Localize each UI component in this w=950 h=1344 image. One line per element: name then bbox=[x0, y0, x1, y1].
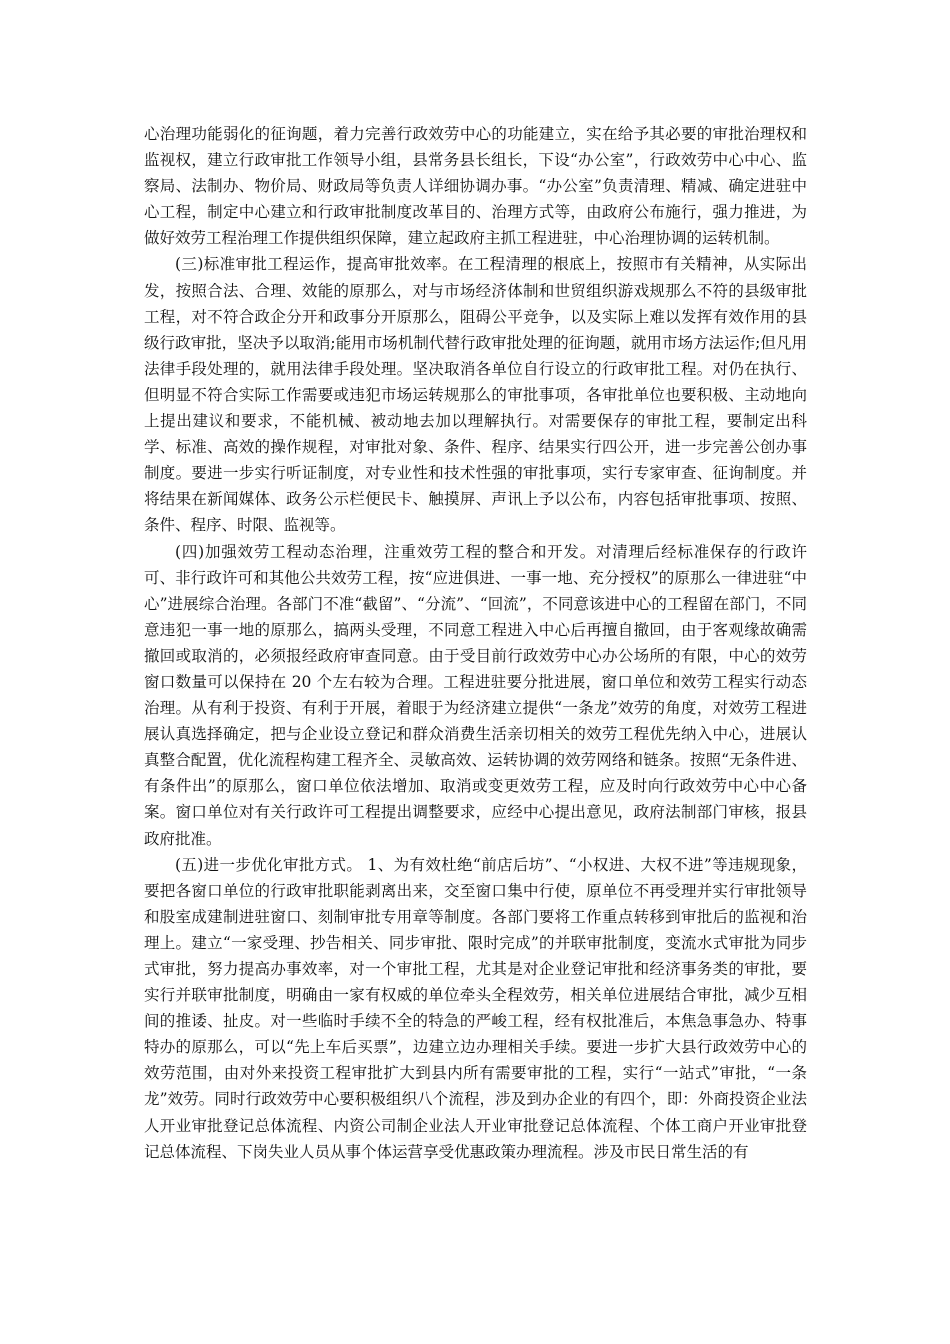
paragraph-section-4: (四)加强效劳工程动态治理，注重效劳工程的整合和开发。对清理后经标准保存的行政许可、非行政许可和其他公共效劳工程，按“应进俱进、一事一地、充分授权”的原那么一律进驻“中心”进展综合治理。各部门不准“截留”、“分流”、“回流”，不同意该进中心的工程留在部门，不同意违犯一事一地的原那么，搞两头受理，不同意工程进入中心后再擅自撤回，由于客观缘故确需撤回或取消的，必须报经政府审查同意。由于受目前行政效劳中心办公场所的有限，中心的效劳窗口数量可以保持在 20 个左右较为合理。工程进驻要分批进展，窗口单位和效劳工程实行动态治理。从有利于投资、有利于开展，着眼于为经济建立提供“一条龙”效劳的角度，对效劳工程进展认真选择确定，把与企业设立登记和群众消费生活亲切相关的效劳工程优先纳入中心，进展认真整合配置，优化流程构建工程齐全、灵敏高效、运转协调的效劳网络和链条。按照“无条件进、有条件出”的原那么，窗口单位依法增加、取消或变更效劳工程，应及时向行政效劳中心中心备案。窗口单位对有关行政许可工程提出调整要求，应经中心提出意见，政府法制部门审核，报县政府批准。 bbox=[144, 542, 807, 848]
paragraph-section-5: (五)进一步优化审批方式。 1、为有效杜绝“前店后坊”、“小权进、大权不进”等违规现象，要把各窗口单位的行政审批职能剥离出来，交至窗口集中行使，原单位不再受理并实行审批领导和股室成建制进驻窗口、刻制审批专用章等制度。各部门要将工作重点转移到审批后的监视和治理上。建立“一家受理、抄告相关、同步审批、限时完成”的并联审批制度，变流水式审批为同步式审批，努力提高办事效率，对一个审批工程，尤其是对企业登记审批和经济事务类的审批，要实行并联审批制度，明确由一家有权威的单位牵头全程效劳，相关单位进展结合审批，减少互相间的推诿、扯皮。对一些临时手续不全的特急的严峻工程，经有权批准后，本焦急事急办、特事特办的原那么，可以“先上车后买票”，边建立边办理相关手续。要进一步扩大县行政效劳中心的效劳范围，由对外来投资工程审批扩大到县内所有需要审批的工程，实行“一站式”审批，“一条龙”效劳。同时行政效劳中心要积极组织八个流程，涉及到办企业的有四个，即：外商投资企业法人开业审批登记总体流程、内资公司制企业法人开业审批登记总体流程、个体工商户开业审批登记总体流程、下岗失业人员从事个体运营享受优惠政策办理流程。涉及市民日常生活的有 bbox=[144, 855, 807, 1161]
document-body bbox=[144, 121, 807, 1165]
paragraph-section-3: (三)标准审批工程运作，提高审批效率。在工程清理的根底上，按照市有关精神，从实际出发，按照合法、合理、效能的原那么，对与市场经济体制和世贸组织游戏规那么不符的县级审批工程，对不符合政企分开和政事分开原那么，阻碍公平竞争，以及实际上难以发挥有效作用的县级行政审批，坚决予以取消;能用市场机制代替行政审批处理的征询题，就用市场方法运作;但凡用法律手段处理的，就用法律手段处理。坚决取消各单位自行设立的行政审批工程。对仍在执行、但明显不符合实际工作需要或违犯市场运转规那么的审批事项，各审批单位也要积极、主动地向上提出建议和要求，不能机械、被动地去加以理解执行。对需要保存的审批工程，要制定出科学、标准、高效的操作规程，对审批对象、条件、程序、结果实行四公开，进一步完善公创办事制度。要进一步实行听证制度，对专业性和技术性强的审批事项，实行专家审查、征询制度。并将结果在新闻媒体、政务公示栏便民卡、触摸屏、声讯上予以公布，内容包括审批事项、按照、条件、程序、时限、监视等。 bbox=[144, 255, 807, 535]
paragraph-intro: 心治理功能弱化的征询题，着力完善行政效劳中心的功能建立，实在给予其必要的审批治理权和监视权，建立行政审批工作领导小组，县常务县长组长，下设“办公室”，行政效劳中心中心、监察局、法制办、物价局、财政局等负责人详细协调办事。“办公室”负责清理、精减、确定进驻中心工程，制定中心建立和行政审批制度改革目的、治理方式等，由政府公布施行，强力推进，为做好效劳工程治理工作提供组织保障，建立起政府主抓工程进驻，中心治理协调的运转机制。 bbox=[144, 125, 807, 248]
